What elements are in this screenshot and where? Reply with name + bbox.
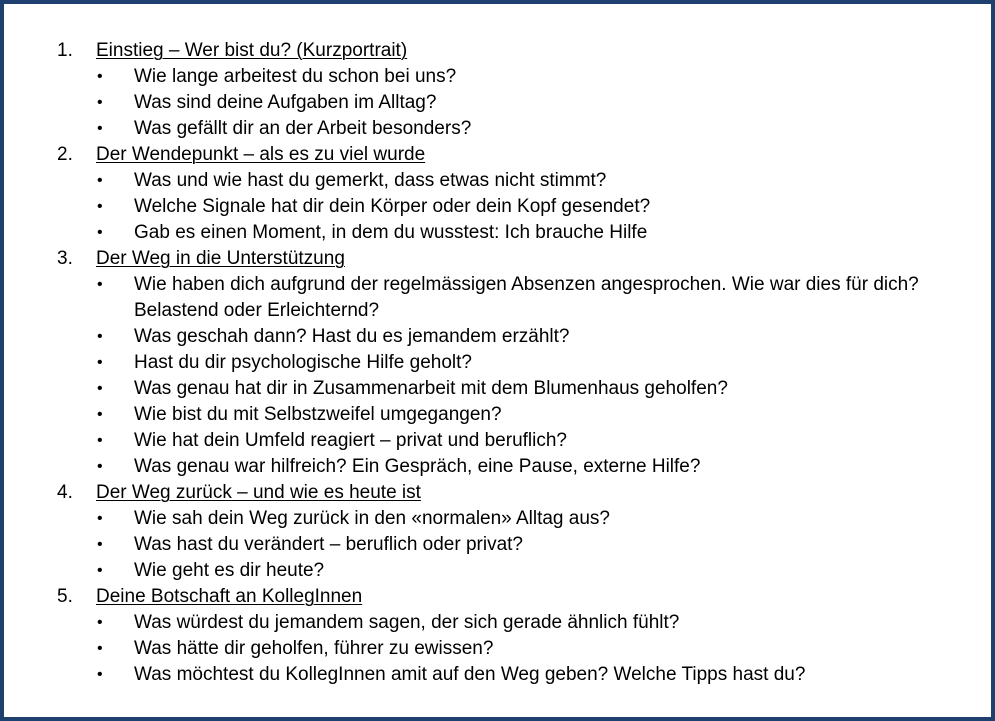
question-list	[0, 168, 995, 246]
bullet-icon: •	[97, 432, 103, 449]
question-item	[0, 532, 995, 558]
question-text: Gab es einen Moment, in dem du wusstest: Ich brauche Hilfe	[134, 222, 648, 243]
bullet-icon: •	[97, 510, 103, 527]
question-text: Was geschah dann? Hast du es jemandem erzählt?	[134, 326, 570, 347]
bullet-icon: •	[97, 328, 103, 345]
bullet-icon: •	[97, 458, 103, 475]
question-text: Was sind deine Aufgaben im Alltag?	[134, 92, 437, 113]
question-item	[0, 506, 995, 532]
bullet-icon: •	[97, 120, 103, 137]
section-1	[0, 38, 995, 142]
question-text: Wie sah dein Weg zurück in den «normalen» Alltag aus?	[134, 508, 610, 529]
question-list	[0, 272, 995, 480]
question-item	[0, 220, 995, 246]
section-list	[0, 38, 995, 688]
bullet-icon: •	[97, 94, 103, 111]
question-item	[0, 168, 995, 194]
section-number: 2.	[57, 144, 73, 165]
question-item	[0, 64, 995, 90]
question-text: Was hast du verändert – beruflich oder privat?	[134, 534, 523, 555]
question-item	[0, 376, 995, 402]
section-2	[0, 142, 995, 246]
question-text: Wie hat dein Umfeld reagiert – privat und beruflich?	[134, 430, 568, 451]
question-text: Hast du dir psychologische Hilfe geholt?	[134, 352, 472, 373]
bullet-icon: •	[97, 354, 103, 371]
section-3	[0, 246, 995, 480]
question-text: Was würdest du jemandem sagen, der sich gerade ähnlich fühlt?	[134, 612, 680, 633]
question-text: Was gefällt dir an der Arbeit besonders?	[134, 118, 472, 139]
bullet-icon: •	[97, 198, 103, 215]
bullet-icon: •	[97, 172, 103, 189]
question-text: Was und wie hast du gemerkt, dass etwas nicht stimmt?	[134, 170, 607, 191]
question-text: Wie geht es dir heute?	[134, 560, 325, 581]
bullet-icon: •	[97, 562, 103, 579]
bullet-icon: •	[97, 536, 103, 553]
question-list	[0, 506, 995, 584]
bullet-icon: •	[97, 276, 103, 293]
question-item	[0, 610, 995, 636]
bullet-icon: •	[97, 380, 103, 397]
question-list	[0, 64, 995, 142]
section-number: 4.	[57, 482, 73, 503]
question-item	[0, 428, 995, 454]
question-text: Was genau hat dir in Zusammenarbeit mit dem Blumenhaus geholfen?	[134, 378, 728, 399]
section-heading	[0, 246, 995, 272]
question-item	[0, 90, 995, 116]
section-title: Deine Botschaft an KollegInnen	[96, 586, 363, 607]
question-item	[0, 272, 995, 324]
question-text: Wie lange arbeitest du schon bei uns?	[134, 66, 457, 87]
bullet-icon: •	[97, 666, 103, 683]
bullet-icon: •	[97, 224, 103, 241]
section-number: 1.	[57, 40, 73, 61]
question-item	[0, 558, 995, 584]
section-heading	[0, 584, 995, 610]
question-item	[0, 454, 995, 480]
section-title: Der Weg in die Unterstützung	[96, 248, 345, 269]
section-title: Einstieg – Wer bist du? (Kurzportrait)	[96, 40, 408, 61]
section-number: 3.	[57, 248, 73, 269]
question-text: Wie bist du mit Selbstzweifel umgegangen?	[134, 404, 502, 425]
question-list	[0, 610, 995, 688]
bullet-icon: •	[97, 406, 103, 423]
section-heading	[0, 142, 995, 168]
section-heading	[0, 38, 995, 64]
question-item	[0, 402, 995, 428]
section-number: 5.	[57, 586, 73, 607]
section-4	[0, 480, 995, 584]
question-item	[0, 116, 995, 142]
question-item	[0, 350, 995, 376]
question-item	[0, 636, 995, 662]
section-title: Der Wendepunkt – als es zu viel wurde	[96, 144, 426, 165]
question-text: Welche Signale hat dir dein Körper oder dein Kopf gesendet?	[134, 196, 651, 217]
question-item	[0, 324, 995, 350]
question-item	[0, 662, 995, 688]
question-text: Was hätte dir geholfen, führer zu ewissen?	[134, 638, 494, 659]
bullet-icon: •	[97, 614, 103, 631]
interview-guide	[0, 38, 995, 688]
question-text: Was möchtest du KollegInnen amit auf den Weg geben? Welche Tipps hast du?	[134, 664, 806, 685]
section-title: Der Weg zurück – und wie es heute ist	[96, 482, 421, 503]
bullet-icon: •	[97, 640, 103, 657]
section-heading	[0, 480, 995, 506]
question-item	[0, 194, 995, 220]
question-text: Was genau war hilfreich? Ein Gespräch, eine Pause, externe Hilfe?	[134, 456, 701, 477]
section-5	[0, 584, 995, 688]
question-text: Wie haben dich aufgrund der regelmässigen Absenzen angesprochen. Wie war dies für dich? Belastend oder Erleichternd?	[134, 274, 919, 321]
bullet-icon: •	[97, 68, 103, 85]
